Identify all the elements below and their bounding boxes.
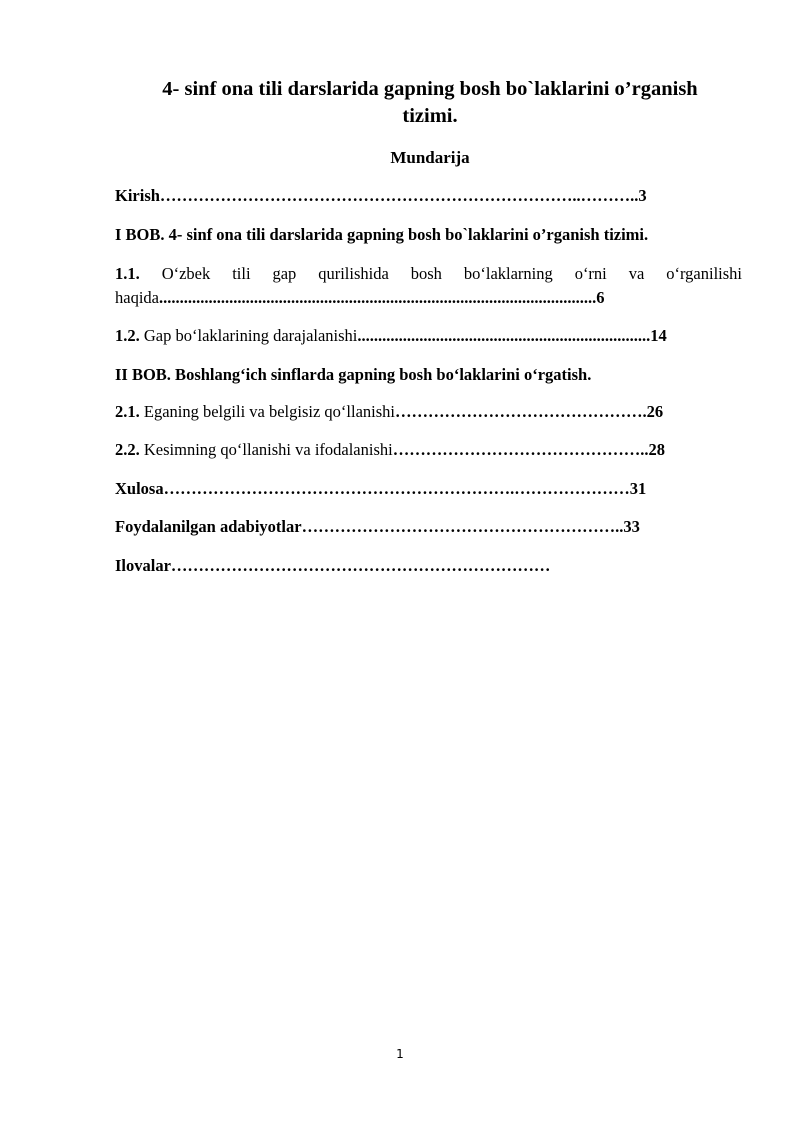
toc-entry-2-1-number: 2.1.: [115, 402, 140, 421]
toc-entry-2-2-text: Kesimning qo‘llanishi va ifodalanishi: [139, 440, 393, 459]
document-title: [100, 76, 760, 130]
toc-entry-kirish: Kirish…………………………………………………………………..………..3: [115, 186, 647, 205]
toc-entry-1-1: [115, 264, 742, 284]
toc-entry-ilovalar: Ilovalar……………………………………………………………: [115, 556, 551, 575]
toc-entry-2-1-text: Eganing belgili va belgisiz qo‘llanishi: [139, 402, 395, 421]
title-line-1: 4- sinf ona tili darslarida gapning bosh bo`laklarini o’rganish: [162, 78, 698, 100]
toc-entry-1-1-text: O‘zbek tili gap qurilishida bosh bo‘laklarning o‘rni va o‘rganilishi: [139, 264, 742, 283]
toc-entry-foydalanilgan-adabiyotlar: Foydalanilgan adabiyotlar…………………………………………………..33: [115, 517, 640, 536]
toc-entry-2-1: [115, 402, 742, 422]
toc-entry-1-1-text-cont: haqida: [115, 288, 159, 307]
toc-entry-1-1-number: 1.1.: [115, 264, 140, 283]
title-line-2: tizimi.: [402, 105, 458, 127]
toc-entry-2-2-number: 2.2.: [115, 440, 140, 459]
page-number: 1: [396, 1047, 404, 1061]
toc-entry-2-1-leader: ……………………………………….26: [395, 402, 664, 421]
toc-entry-1-2-leader: .......................................................................14: [357, 326, 667, 345]
toc-entry-bob-2: II BOB. Boshlang‘ich sinflarda gapning bosh bo‘laklarini o‘rgatish.: [115, 365, 592, 384]
toc-entry-1-2-text: Gap bo‘laklarining darajalanishi: [139, 326, 358, 345]
toc-entry-1-2: [115, 326, 742, 346]
toc-entry-1-2-number: 1.2.: [115, 326, 140, 345]
toc-entry-xulosa: Xulosa……………………………………………………….…………………31: [115, 479, 647, 498]
toc-entry-2-2: [115, 440, 742, 460]
toc-entry-1-1-continued: [115, 288, 742, 308]
toc-entry-1-1-leader: ..........................................................................................................6: [158, 288, 605, 307]
toc-entry-bob-1: I BOB. 4- sinf ona tili darslarida gapning bosh bo`laklarini o’rganish tizimi.: [115, 225, 649, 244]
toc-entry-2-2-leader: ………………………………………..28: [392, 440, 665, 459]
contents-heading: Mundarija: [390, 148, 470, 167]
